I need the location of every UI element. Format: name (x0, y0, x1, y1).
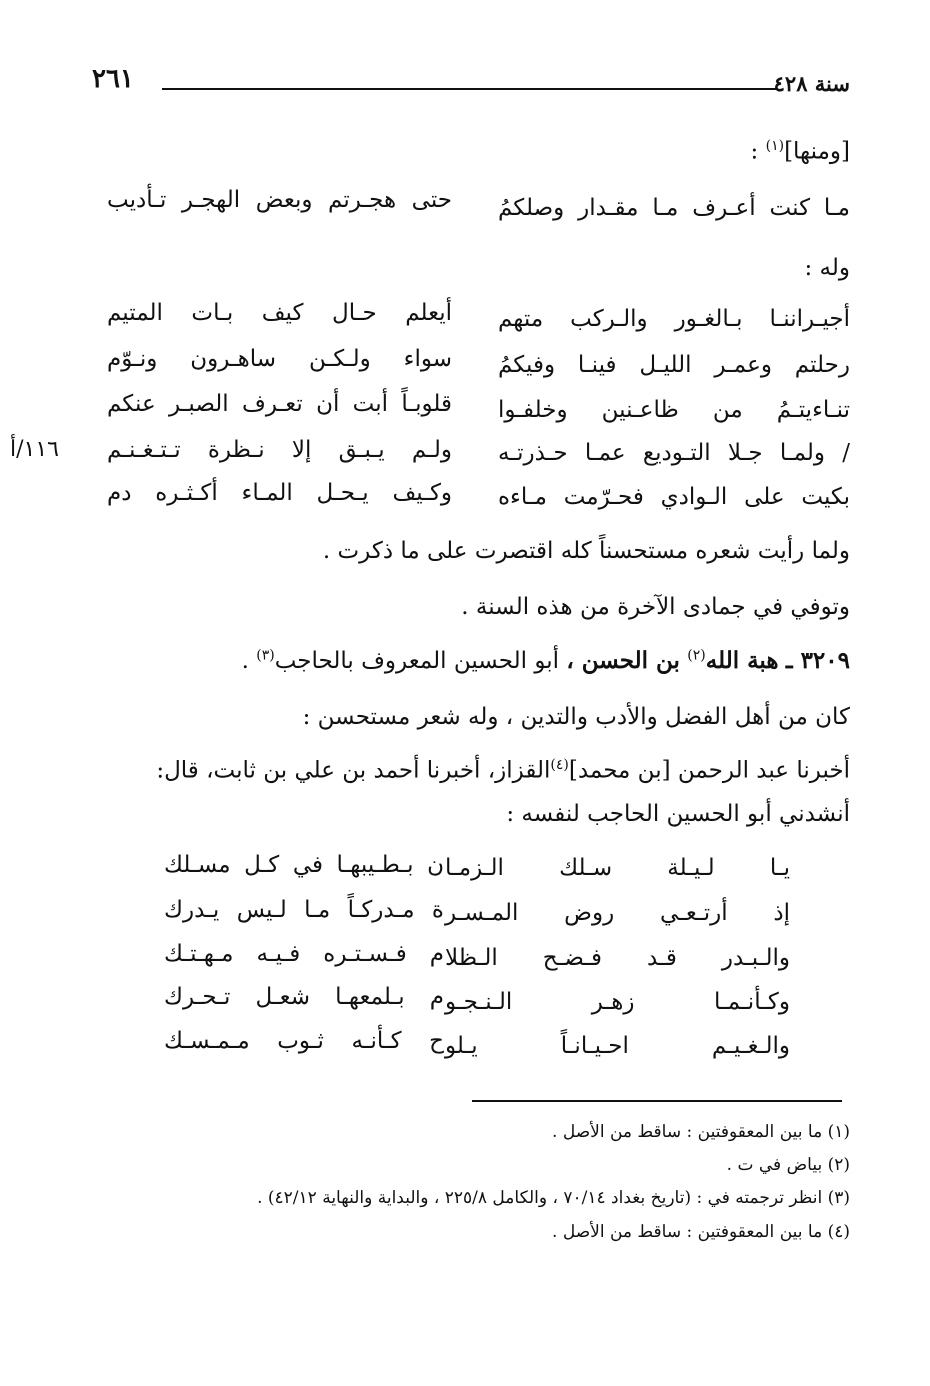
verse-hemistich-right: والـغـيـم احـيـانـاً يـلو (445, 1033, 790, 1059)
running-title: سنة ٤٢٨ (773, 71, 850, 96)
entry-name-lineage: بن الحسن ، (566, 647, 680, 674)
verse-hemistich-right: رحلتم وعمـر الليـل فينـا وفيكمُ (498, 352, 850, 378)
entry-tail: . (241, 648, 249, 674)
verse-hemistich-left: حتى هجـرتم وبعض الهجـر تـأديب (107, 187, 452, 213)
verse-hemistich-left: م بـلمعهـا شعـل تـحـرك (164, 984, 444, 1010)
entry-number: ٣٢٠٩ ـ (785, 647, 850, 674)
verse-hemistich-left: وكـيف يـحـل المـاء أكـثـره دم (107, 480, 452, 506)
footnote-ref: (٣) (256, 647, 275, 664)
footnote-ref: (١) (765, 138, 785, 154)
verse-hemistich-right: يـا لـيـلة سـلك الـزمـا (445, 855, 790, 881)
verse-hemistich-right: أجيـراننـا بـالغـور والـركب متهم (498, 306, 850, 332)
verse-hemistich-right: / ولمـا جـلا التـوديع عمـا حـذرتـه (498, 440, 850, 466)
header-rule (162, 88, 776, 90)
verse-hemistich-right: بكيت على الـوادي فحـرّمت مـاءه (498, 484, 850, 510)
paragraph: ولما رأيت شعره مستحسناً كله اقتصرت على ما ذكرت . (322, 538, 850, 564)
verse-hemistich-left: ولـم يـبـق إلا نـظرة تـتـغـنـم (107, 437, 452, 463)
footnote-separator (472, 1100, 842, 1102)
verse-hemistich-left: أيعلم حـال كيف بـات المتيم (107, 300, 452, 326)
intro-text: [ومنها] (784, 138, 850, 165)
verse-hemistich-left: م فـسـتـره فـيـه مـهـتـك (164, 941, 444, 967)
intro-line (751, 138, 850, 165)
footnote: (٣) انظر ترجمته في : (تاريخ بغداد ٧٠/١٤ ، والكامل ٢٢٥/٨ ، والبداية والنهاية ٤٢/١٢) . (257, 1188, 850, 1208)
verse-hemistich-right: والـبـدر قـد فـضـح الـظلا (445, 945, 790, 971)
verse-hemistich-left: ح كـأنـه ثـوب مـمـسـك (164, 1028, 444, 1054)
footnote: (٤) ما بين المعقوفتين : ساقط من الأصل . (552, 1222, 850, 1242)
paragraph: وتوفي في جمادى الآخرة من هذه السنة . (461, 594, 850, 620)
entry-kunya: أبو الحسين المعروف بالحاجب (274, 648, 560, 674)
footnote: (١) ما بين المعقوفتين : ساقط من الأصل . (552, 1122, 850, 1142)
verse-hemistich-right: إذ أرتـعـي روض المـسـر (445, 900, 790, 926)
verse-hemistich-left: ن بـطـيبهـا في كـل مسـلك (164, 852, 444, 878)
footnote: (٢) بياض في ت . (726, 1155, 850, 1175)
biography-entry-heading (242, 647, 850, 674)
isnad-part: القزاز، أخبرنا أحمد بن علي بن ثابت، قال: (156, 757, 551, 784)
intro-colon: : (750, 138, 759, 165)
verse-hemistich-left: سواء ولـكـن ساهـرون ونـوّم (107, 346, 452, 372)
paragraph (156, 757, 850, 784)
manuscript-folio-marker: ١١٦/أ (10, 437, 59, 462)
entry-name: هبة الله (705, 647, 779, 674)
footnote-ref: (٤) (550, 757, 569, 773)
verse-hemistich-left: قلوبـاً أبت أن تعـرف الصبـر عنكم (107, 391, 452, 417)
intro-line: وله : (804, 255, 850, 281)
verse-hemistich-left: ة مـدركـاً مـا لـيس يـدرك (164, 897, 444, 923)
verse-hemistich-right: وكـأنـمـا زهـر الـنـجـو (445, 989, 790, 1015)
footnote-ref: (٢) (687, 647, 706, 664)
paragraph: أنشدني أبو الحسين الحاجب لنفسه : (506, 801, 850, 827)
isnad-part: أخبرنا عبد الرحمن [بن محمد] (568, 757, 850, 784)
paragraph: كان من أهل الفضل والأدب والتدين ، وله شعر مستحسن : (302, 704, 850, 730)
verse-hemistich-right: تنـاءيتـمُ من ظاعـنين وخلفـوا (498, 397, 850, 423)
verse-hemistich-right: مـا كنت أعـرف مـا مقـدار وصلكمُ (498, 195, 850, 221)
page-number: ٢٦١ (92, 64, 134, 94)
